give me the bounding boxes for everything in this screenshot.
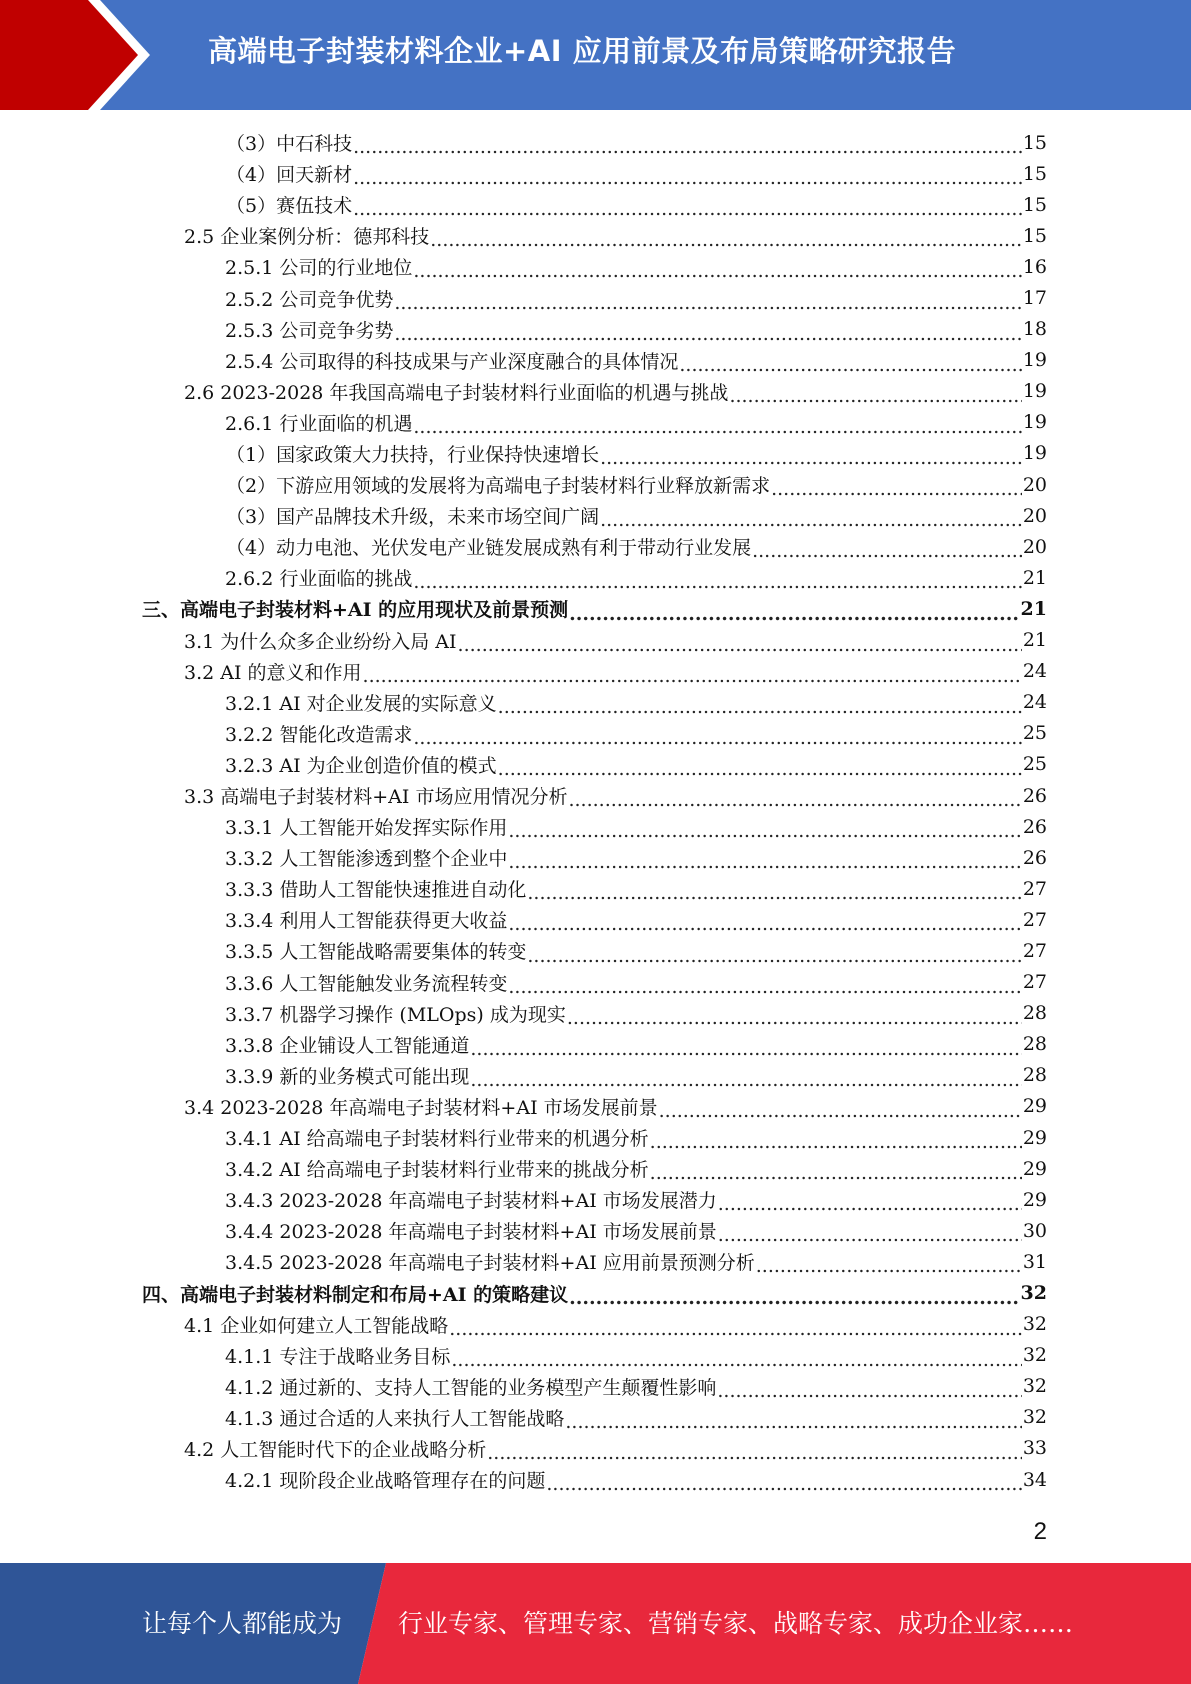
toc-entry-title: 3.3.9 新的业务模式可能出现: [225, 1065, 470, 1088]
toc-entry-title: 3.2.2 智能化改造需求: [225, 723, 413, 746]
toc-entry-page: 32: [1020, 1282, 1047, 1305]
toc-dot-leader: [569, 603, 1019, 625]
toc-dot-leader: [600, 509, 1022, 531]
toc-entry[interactable]: [0, 345, 1191, 376]
toc-entry-title: 3.3.4 利用人工智能获得更大收益: [225, 910, 508, 933]
toc-dot-leader: [718, 1193, 1022, 1215]
toc-entry[interactable]: [0, 127, 1191, 158]
toc-dot-leader: [353, 167, 1022, 189]
toc-entry-title: （4）动力电池、光伏发电产业链发展成熟有利于带动行业发展: [226, 537, 752, 560]
toc-entry-title: 4.1.2 通过新的、支持人工智能的业务模型产生颠覆性影响: [225, 1376, 717, 1399]
toc-dot-leader: [650, 1131, 1022, 1153]
toc-entry[interactable]: [0, 376, 1191, 407]
toc-dot-leader: [568, 789, 1021, 811]
toc-entry-page: 21: [1022, 566, 1047, 589]
toc-entry-page: 27: [1022, 939, 1047, 962]
toc-entry-title: 4.2.1 现阶段企业战略管理存在的问题: [225, 1470, 546, 1493]
toc-entry[interactable]: [0, 251, 1191, 282]
toc-entry[interactable]: [0, 687, 1191, 718]
toc-entry[interactable]: [0, 1246, 1191, 1277]
toc-entry-title: 3.2 AI 的意义和作用: [184, 661, 362, 684]
toc-entry-page: 26: [1022, 784, 1047, 807]
toc-entry-page: 26: [1022, 846, 1047, 869]
toc-entry-title: 4.2 人工智能时代下的企业战略分析: [184, 1438, 487, 1461]
toc-entry-title: 2.5.3 公司竞争劣势: [225, 319, 394, 342]
toc-entry-page: 31: [1022, 1250, 1047, 1273]
toc-dot-leader: [413, 727, 1021, 749]
toc-entry-page: 27: [1022, 971, 1047, 994]
toc-entry-page: 27: [1022, 877, 1047, 900]
toc-entry-page: 26: [1022, 815, 1047, 838]
toc-entry-title: 3.2.3 AI 为企业创造价值的模式: [225, 754, 497, 777]
toc-dot-leader: [353, 198, 1022, 220]
toc-entry[interactable]: [0, 1277, 1191, 1308]
toc-entry-title: 3.3.8 企业铺设人工智能通道: [225, 1034, 470, 1057]
toc-entry[interactable]: [0, 1371, 1191, 1402]
toc-entry-title: 3.3.1 人工智能开始发挥实际作用: [225, 817, 508, 840]
toc-entry[interactable]: [0, 1433, 1191, 1464]
toc-dot-leader: [565, 1411, 1021, 1433]
toc-entry[interactable]: [0, 314, 1191, 345]
toc-entry[interactable]: [0, 749, 1191, 780]
toc-entry-title: 3.3.3 借助人工智能快速推进自动化: [225, 879, 527, 902]
toc-entry-title: 3.4 2023-2028 年高端电子封装材料+AI 市场发展前景: [184, 1096, 658, 1119]
toc-entry-title: 3.4.3 2023-2028 年高端电子封装材料+AI 市场发展潜力: [225, 1190, 717, 1213]
toc-entry-title: （3）国产品牌技术升级，未来市场空间广阔: [226, 506, 600, 529]
toc-dot-leader: [470, 1069, 1021, 1091]
toc-entry-page: 28: [1022, 1002, 1047, 1025]
toc-dot-leader: [756, 1255, 1022, 1277]
report-title: 高端电子封装材料企业+AI 应用前景及布局策略研究报告: [208, 34, 957, 68]
toc-entry-page: 29: [1022, 1095, 1047, 1118]
toc-entry[interactable]: [0, 904, 1191, 935]
toc-dot-leader: [394, 292, 1021, 314]
toc-entry-title: 2.5.2 公司竞争优势: [225, 288, 394, 311]
toc-dot-leader: [569, 1287, 1019, 1309]
toc-entry-page: 16: [1022, 255, 1047, 278]
page-header: [0, 0, 1191, 110]
toc-entry-page: 28: [1022, 1064, 1047, 1087]
toc-entry-title: （3）中石科技: [226, 133, 353, 156]
toc-dot-leader: [752, 540, 1022, 562]
toc-entry-title: 3.3.7 机器学习操作 (MLOps) 成为现实: [225, 1003, 566, 1026]
toc-dot-leader: [498, 758, 1022, 780]
toc-dot-leader: [679, 354, 1021, 376]
toc-entry-title: 2.5.4 公司取得的科技成果与产业深度融合的具体情况: [225, 350, 679, 373]
page-number: 2: [1033, 1518, 1047, 1545]
toc-entry[interactable]: [0, 842, 1191, 873]
toc-entry[interactable]: [0, 531, 1191, 562]
toc-entry[interactable]: [0, 1215, 1191, 1246]
toc-entry-title: 4.1 企业如何建立人工智能战略: [184, 1314, 449, 1337]
toc-dot-leader: [546, 1473, 1021, 1495]
toc-entry-title: 2.5.1 公司的行业地位: [225, 257, 413, 280]
table-of-contents: [0, 127, 1191, 1495]
toc-entry-page: 19: [1022, 380, 1047, 403]
toc-entry-title: 3.3.2 人工智能渗透到整个企业中: [225, 848, 508, 871]
toc-entry-page: 32: [1022, 1313, 1047, 1336]
toc-entry-title: （2）下游应用领域的发展将为高端电子封装材料行业释放新需求: [226, 475, 771, 498]
toc-entry[interactable]: [0, 220, 1191, 251]
toc-entry-page: 21: [1022, 629, 1047, 652]
toc-entry[interactable]: [0, 1029, 1191, 1060]
toc-entry-page: 24: [1022, 660, 1047, 683]
toc-entry-page: 27: [1022, 908, 1047, 931]
toc-dot-leader: [353, 136, 1022, 158]
toc-entry-page: 18: [1022, 318, 1047, 341]
toc-entry-title: 3.2.1 AI 对企业发展的实际意义: [225, 692, 497, 715]
toc-entry-page: 25: [1022, 722, 1047, 745]
toc-entry[interactable]: [0, 282, 1191, 313]
toc-entry-title: 3.3.6 人工智能触发业务流程转变: [225, 972, 508, 995]
toc-entry[interactable]: [0, 438, 1191, 469]
toc-entry-title: 四、高端电子封装材料制定和布局+AI 的策略建议: [142, 1283, 569, 1306]
toc-dot-leader: [413, 416, 1021, 438]
toc-entry-page: 33: [1022, 1437, 1047, 1460]
toc-entry[interactable]: [0, 500, 1191, 531]
toc-entry-title: 三、高端电子封装材料+AI 的应用现状及前景预测: [142, 599, 569, 622]
toc-dot-leader: [449, 1318, 1022, 1340]
toc-entry-title: 4.1.1 专注于战略业务目标: [225, 1345, 451, 1368]
toc-dot-leader: [527, 945, 1021, 967]
toc-dot-leader: [729, 385, 1021, 407]
toc-dot-leader: [470, 1038, 1021, 1060]
toc-entry-page: 25: [1022, 753, 1047, 776]
toc-entry[interactable]: [0, 998, 1191, 1029]
toc-entry-page: 15: [1022, 224, 1047, 247]
toc-entry-title: 3.4.1 AI 给高端电子封装材料行业带来的机遇分析: [225, 1128, 649, 1151]
toc-entry-page: 30: [1022, 1219, 1047, 1242]
toc-entry-page: 15: [1022, 193, 1047, 216]
toc-dot-leader: [600, 447, 1022, 469]
toc-entry-page: 20: [1022, 535, 1047, 558]
toc-entry-page: 15: [1022, 162, 1047, 185]
toc-entry-title: 3.4.5 2023-2028 年高端电子封装材料+AI 应用前景预测分析: [225, 1252, 755, 1275]
toc-entry-title: 3.4.4 2023-2028 年高端电子封装材料+AI 市场发展前景: [225, 1221, 717, 1244]
footer-slogan-left: 让每个人都能成为: [142, 1609, 343, 1638]
toc-entry-title: 3.4.2 AI 给高端电子封装材料行业带来的挑战分析: [225, 1159, 649, 1182]
toc-entry-title: 2.6.1 行业面临的机遇: [225, 412, 413, 435]
toc-entry[interactable]: [0, 811, 1191, 842]
toc-entry[interactable]: [0, 1060, 1191, 1091]
toc-entry-title: （5）赛伍技术: [226, 195, 353, 218]
toc-entry[interactable]: [0, 718, 1191, 749]
toc-entry-page: 20: [1022, 473, 1047, 496]
toc-dot-leader: [430, 229, 1022, 251]
toc-entry[interactable]: [0, 407, 1191, 438]
toc-entry-title: 3.3.5 人工智能战略需要集体的转变: [225, 941, 527, 964]
toc-entry-page: 20: [1022, 504, 1047, 527]
toc-entry[interactable]: [0, 656, 1191, 687]
toc-entry-page: 32: [1022, 1344, 1047, 1367]
toc-entry[interactable]: [0, 625, 1191, 656]
toc-dot-leader: [413, 571, 1021, 593]
page-footer: [0, 1563, 1191, 1684]
toc-entry[interactable]: [0, 562, 1191, 593]
toc-entry[interactable]: [0, 593, 1191, 624]
toc-entry[interactable]: [0, 1309, 1191, 1340]
toc-dot-leader: [508, 820, 1021, 842]
toc-entry[interactable]: [0, 1402, 1191, 1433]
toc-dot-leader: [650, 1162, 1022, 1184]
toc-dot-leader: [413, 260, 1021, 282]
toc-entry-page: 19: [1022, 349, 1047, 372]
toc-entry-title: 3.1 为什么众多企业纷纷入局 AI: [184, 630, 457, 653]
toc-entry-page: 17: [1022, 287, 1047, 310]
toc-dot-leader: [458, 634, 1022, 656]
toc-entry-title: 4.1.3 通过合适的人来执行人工智能战略: [225, 1407, 565, 1430]
toc-dot-leader: [527, 882, 1021, 904]
toc-entry-page: 21: [1020, 597, 1047, 620]
toc-entry-page: 29: [1022, 1157, 1047, 1180]
toc-entry[interactable]: [0, 873, 1191, 904]
toc-entry[interactable]: [0, 935, 1191, 966]
toc-entry-title: 3.3 高端电子封装材料+AI 市场应用情况分析: [184, 786, 568, 809]
toc-dot-leader: [363, 665, 1022, 687]
toc-entry-title: （4）回天新材: [226, 164, 353, 187]
toc-entry-page: 24: [1022, 691, 1047, 714]
toc-entry[interactable]: [0, 1091, 1191, 1122]
toc-entry[interactable]: [0, 469, 1191, 500]
toc-entry[interactable]: [0, 158, 1191, 189]
toc-dot-leader: [508, 851, 1021, 873]
toc-entry-page: 32: [1022, 1375, 1047, 1398]
toc-entry-title: （1）国家政策大力扶持，行业保持快速增长: [226, 443, 600, 466]
toc-dot-leader: [394, 323, 1021, 345]
toc-entry-page: 28: [1022, 1033, 1047, 1056]
footer-slogan-right: 行业专家、管理专家、营销专家、战略专家、成功企业家……: [398, 1609, 1074, 1638]
toc-entry-page: 34: [1022, 1468, 1047, 1491]
toc-dot-leader: [498, 696, 1022, 718]
toc-dot-leader: [451, 1349, 1021, 1371]
toc-entry-page: 29: [1022, 1188, 1047, 1211]
toc-entry[interactable]: [0, 1153, 1191, 1184]
toc-entry[interactable]: [0, 189, 1191, 220]
toc-entry-title: 2.6 2023-2028 年我国高端电子封装材料行业面临的机遇与挑战: [184, 381, 729, 404]
toc-entry-page: 19: [1022, 442, 1047, 465]
toc-dot-leader: [508, 913, 1021, 935]
toc-dot-leader: [508, 976, 1021, 998]
toc-entry[interactable]: [0, 780, 1191, 811]
toc-dot-leader: [718, 1224, 1022, 1246]
toc-entry[interactable]: [0, 1122, 1191, 1153]
toc-entry-page: 19: [1022, 411, 1047, 434]
toc-entry[interactable]: [0, 1464, 1191, 1495]
toc-entry[interactable]: [0, 967, 1191, 998]
toc-entry-page: 32: [1022, 1406, 1047, 1429]
toc-dot-leader: [659, 1100, 1022, 1122]
toc-dot-leader: [717, 1380, 1021, 1402]
toc-dot-leader: [487, 1442, 1022, 1464]
toc-dot-leader: [567, 1007, 1022, 1029]
toc-entry-title: 2.5 企业案例分析：德邦科技: [184, 226, 430, 249]
toc-entry[interactable]: [0, 1340, 1191, 1371]
toc-entry-title: 2.6.2 行业面临的挑战: [225, 568, 413, 591]
toc-dot-leader: [771, 478, 1022, 500]
toc-entry[interactable]: [0, 1184, 1191, 1215]
toc-entry-page: 29: [1022, 1126, 1047, 1149]
toc-entry-page: 15: [1022, 131, 1047, 154]
